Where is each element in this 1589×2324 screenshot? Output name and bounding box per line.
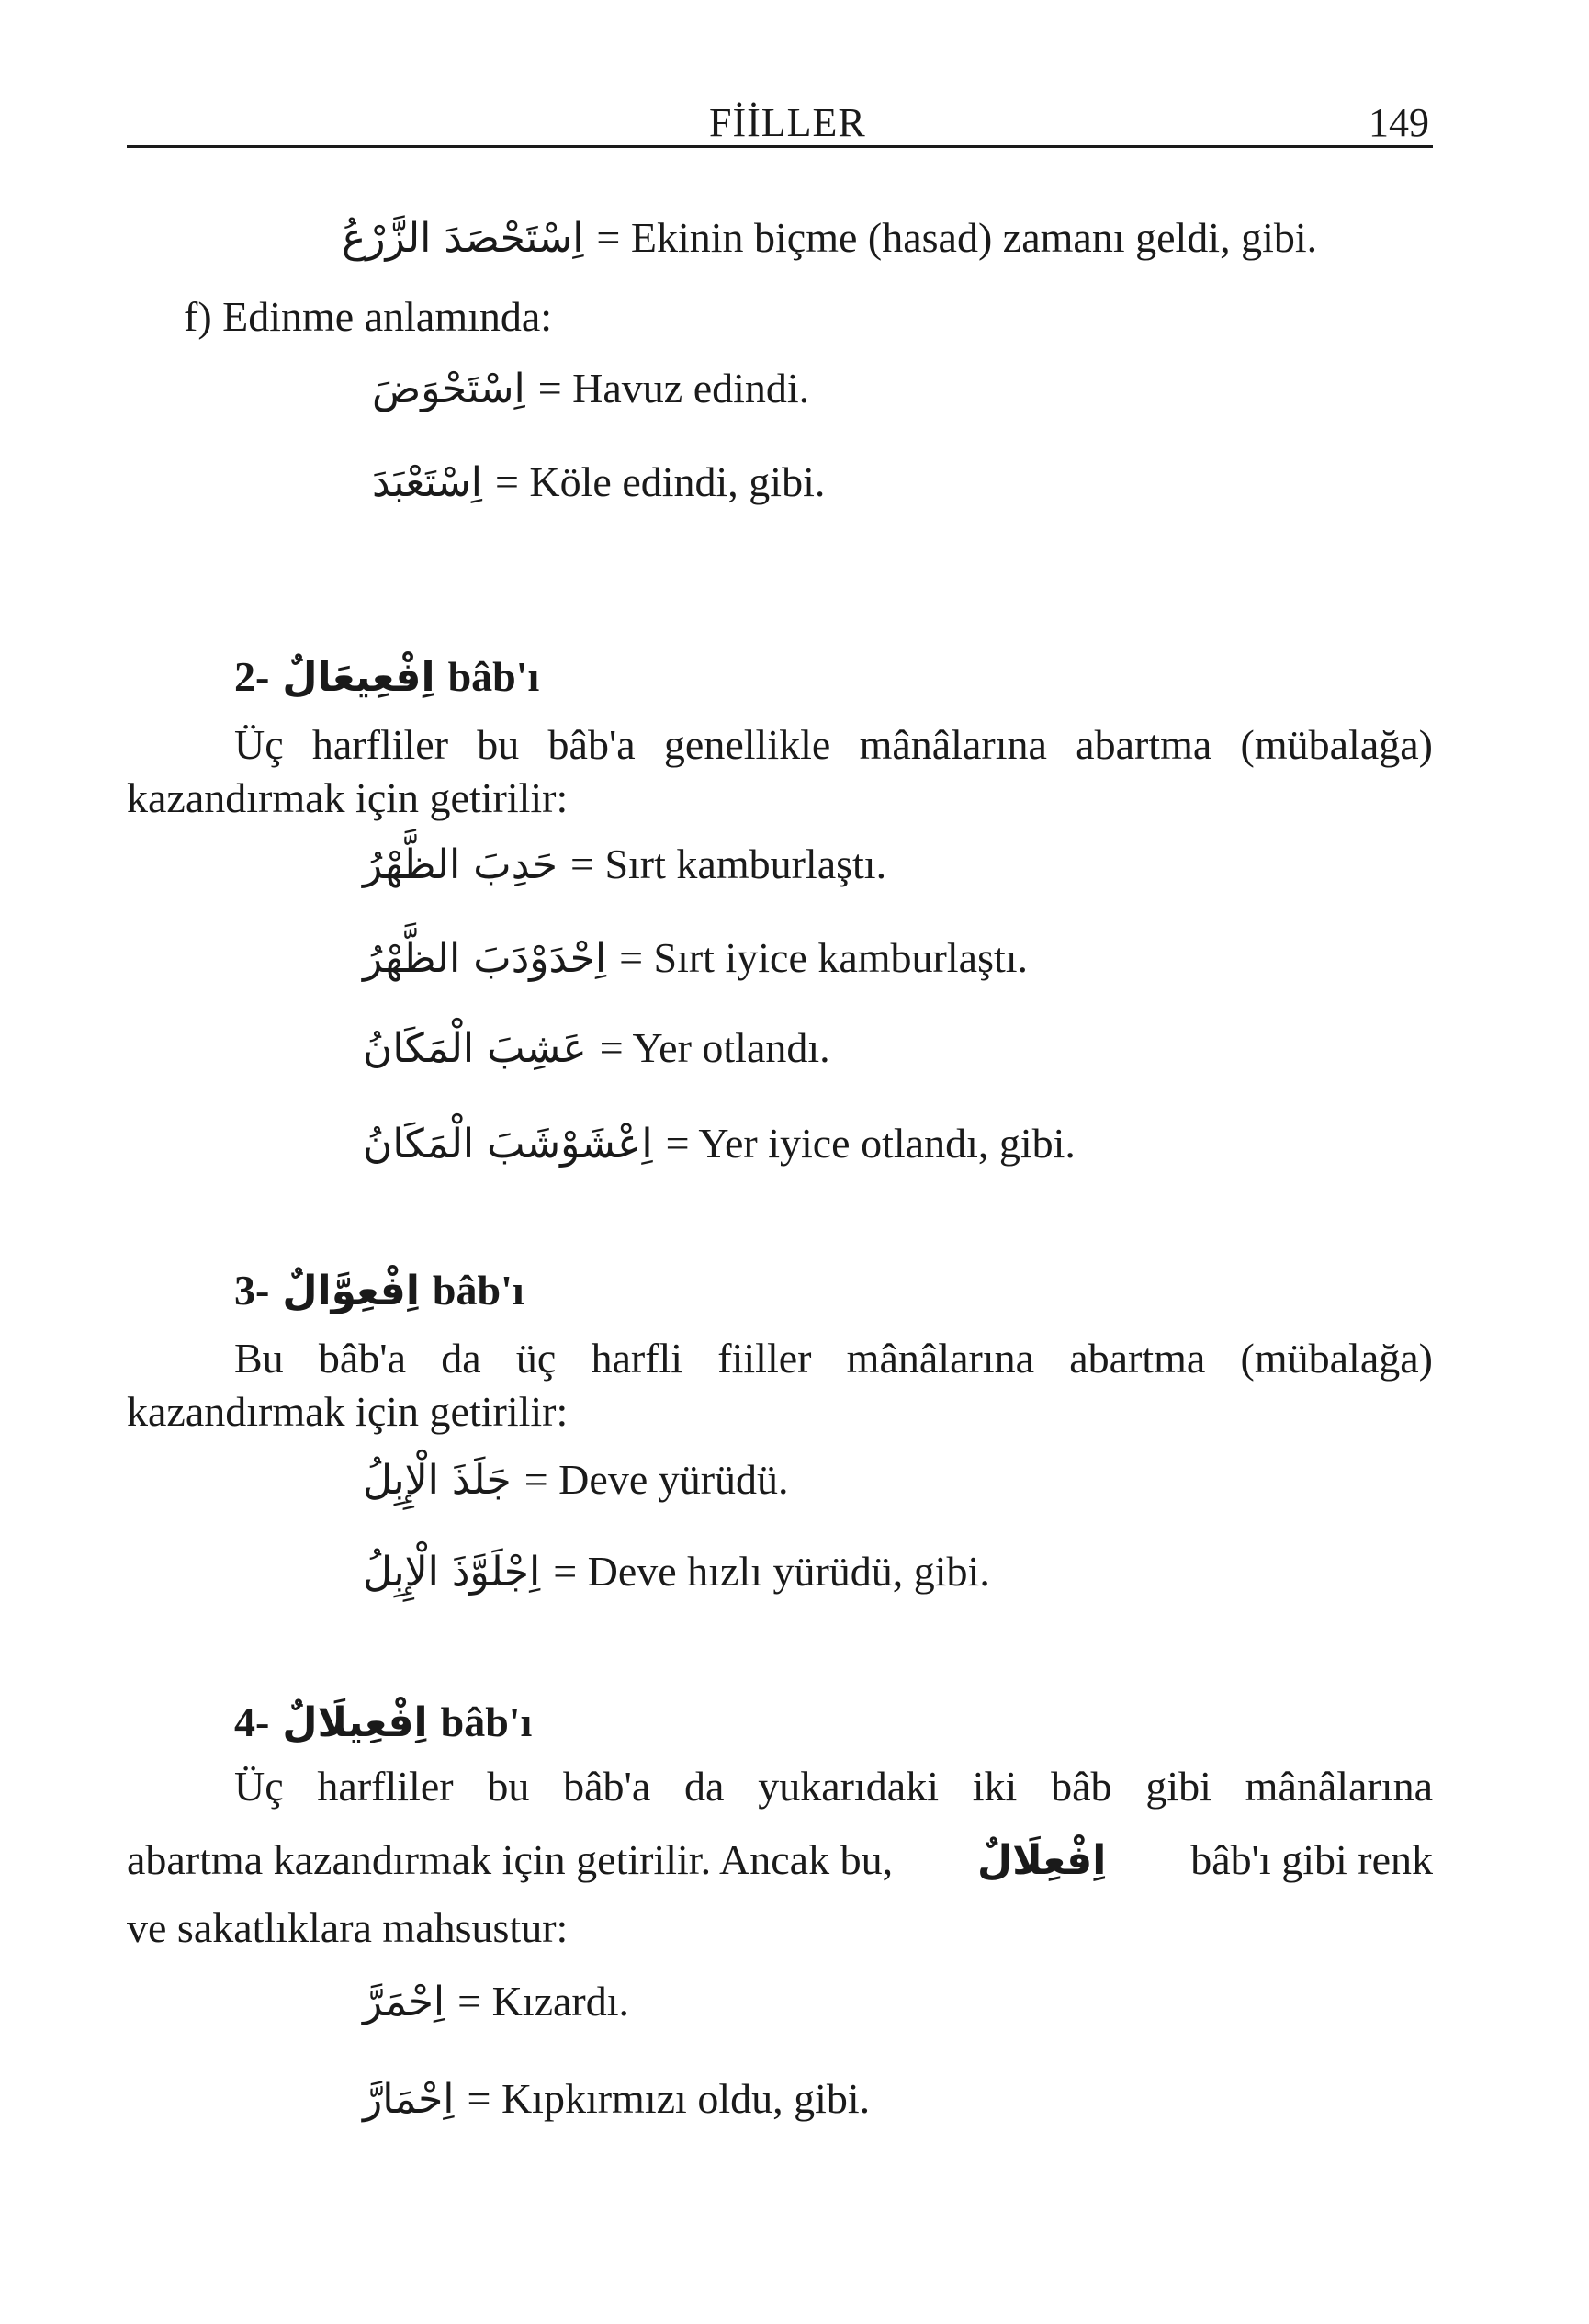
paragraph-line: Üç harfliler bu bâb'a genellikle mânâlarına abartma (mübalağa) (234, 721, 1433, 768)
section-heading (234, 1266, 524, 1314)
arabic-term: جَلَذَ الْإِبِلُ (363, 1457, 512, 1504)
section-heading (234, 652, 539, 701)
paragraph-text: abartma kazandırmak için getirilir. Ancak bu, (127, 1836, 894, 1883)
arabic-term: اِعْشَوْشَبَ الْمَكَانُ (363, 1121, 653, 1168)
example-row (372, 367, 809, 410)
arabic-term: اِسْتَحْصَدَ الزَّرْعُ (342, 215, 584, 262)
example-row (342, 214, 1318, 262)
meaning-text: = Deve yürüdü. (524, 1456, 789, 1503)
example-row (372, 458, 826, 506)
meaning-text: = Kıpkırmızı oldu, gibi. (467, 2075, 871, 2122)
paragraph-line: Bu bâb'a da üç harfli fiiller mânâlarına abartma (mübalağa) (234, 1335, 1433, 1382)
section-f-heading: f) Edinme anlamında: (184, 293, 553, 340)
meaning-text: = Yer otlandı. (599, 1024, 830, 1071)
section-label: bâb'ı (440, 1698, 533, 1745)
arabic-term: اِسْتَعْبَدَ (372, 459, 482, 506)
section-label: bâb'ı (447, 653, 540, 700)
meaning-text: = Köle edindi, gibi. (494, 458, 826, 505)
page-number: 149 (1369, 100, 1429, 145)
arabic-bab-name: اِفْعِلَالٌ (976, 1837, 1107, 1884)
example-row (363, 2075, 871, 2123)
meaning-text: = Sırt kamburlaştı. (570, 840, 887, 887)
example-row (363, 1548, 990, 1596)
section-label: bâb'ı (432, 1267, 524, 1314)
section-heading (234, 1698, 532, 1746)
arabic-term: اِحْدَوْدَبَ الظَّهْرُ (363, 935, 607, 982)
meaning-text: = Sırt iyice kamburlaştı. (619, 934, 1029, 981)
example-row (363, 1120, 1076, 1168)
meaning-text: = Ekinin biçme (hasad) zamanı geldi, gibi. (596, 214, 1318, 261)
paragraph-line: kazandırmak için getirilir: (127, 774, 569, 821)
meaning-text: = Yer iyice otlandı, gibi. (665, 1120, 1076, 1167)
meaning-text: = Deve hızlı yürüdü, gibi. (553, 1548, 990, 1595)
arabic-term: عَشِبَ الْمَكَانُ (363, 1025, 587, 1072)
arabic-bab-name: اِفْعِيعَالٌ (282, 654, 435, 701)
paragraph-line: Üç harfliler bu bâb'a da yukarıdaki iki bâb gibi mânâlarına (234, 1763, 1433, 1810)
paragraph-line: kazandırmak için getirilir: (127, 1388, 569, 1435)
arabic-term: حَدِبَ الظَّهْرُ (363, 841, 558, 888)
example-row (363, 934, 1029, 982)
arabic-bab-name: اِفْعِوَّالٌ (282, 1268, 420, 1314)
meaning-text: = Kızardı. (457, 1978, 630, 2025)
example-row (363, 1456, 789, 1504)
paragraph-line-mixed (127, 1837, 1433, 1884)
example-row (363, 840, 887, 888)
arabic-term: اِجْلَوَّذَ الْإِبِلُ (363, 1549, 541, 1596)
arabic-term: اِحْمَارَّ (363, 2076, 455, 2123)
section-number: 3- (234, 1267, 270, 1314)
running-header-title: FİİLLER (709, 100, 866, 145)
arabic-bab-name: اِفْعِيلَالٌ (282, 1699, 428, 1746)
paragraph-text: bâb'ı gibi renk (1190, 1836, 1433, 1883)
example-row (363, 1980, 629, 2023)
section-number: 2- (234, 653, 270, 700)
header-rule (127, 145, 1433, 148)
arabic-term: اِحْمَرَّ (363, 1979, 445, 2025)
section-number: 4- (234, 1698, 270, 1745)
arabic-term: اِسْتَحْوَضَ (372, 366, 525, 412)
meaning-text: = Havuz edindi. (537, 365, 810, 412)
paragraph-line: ve sakatlıklara mahsustur: (127, 1904, 569, 1951)
example-row (363, 1024, 830, 1072)
